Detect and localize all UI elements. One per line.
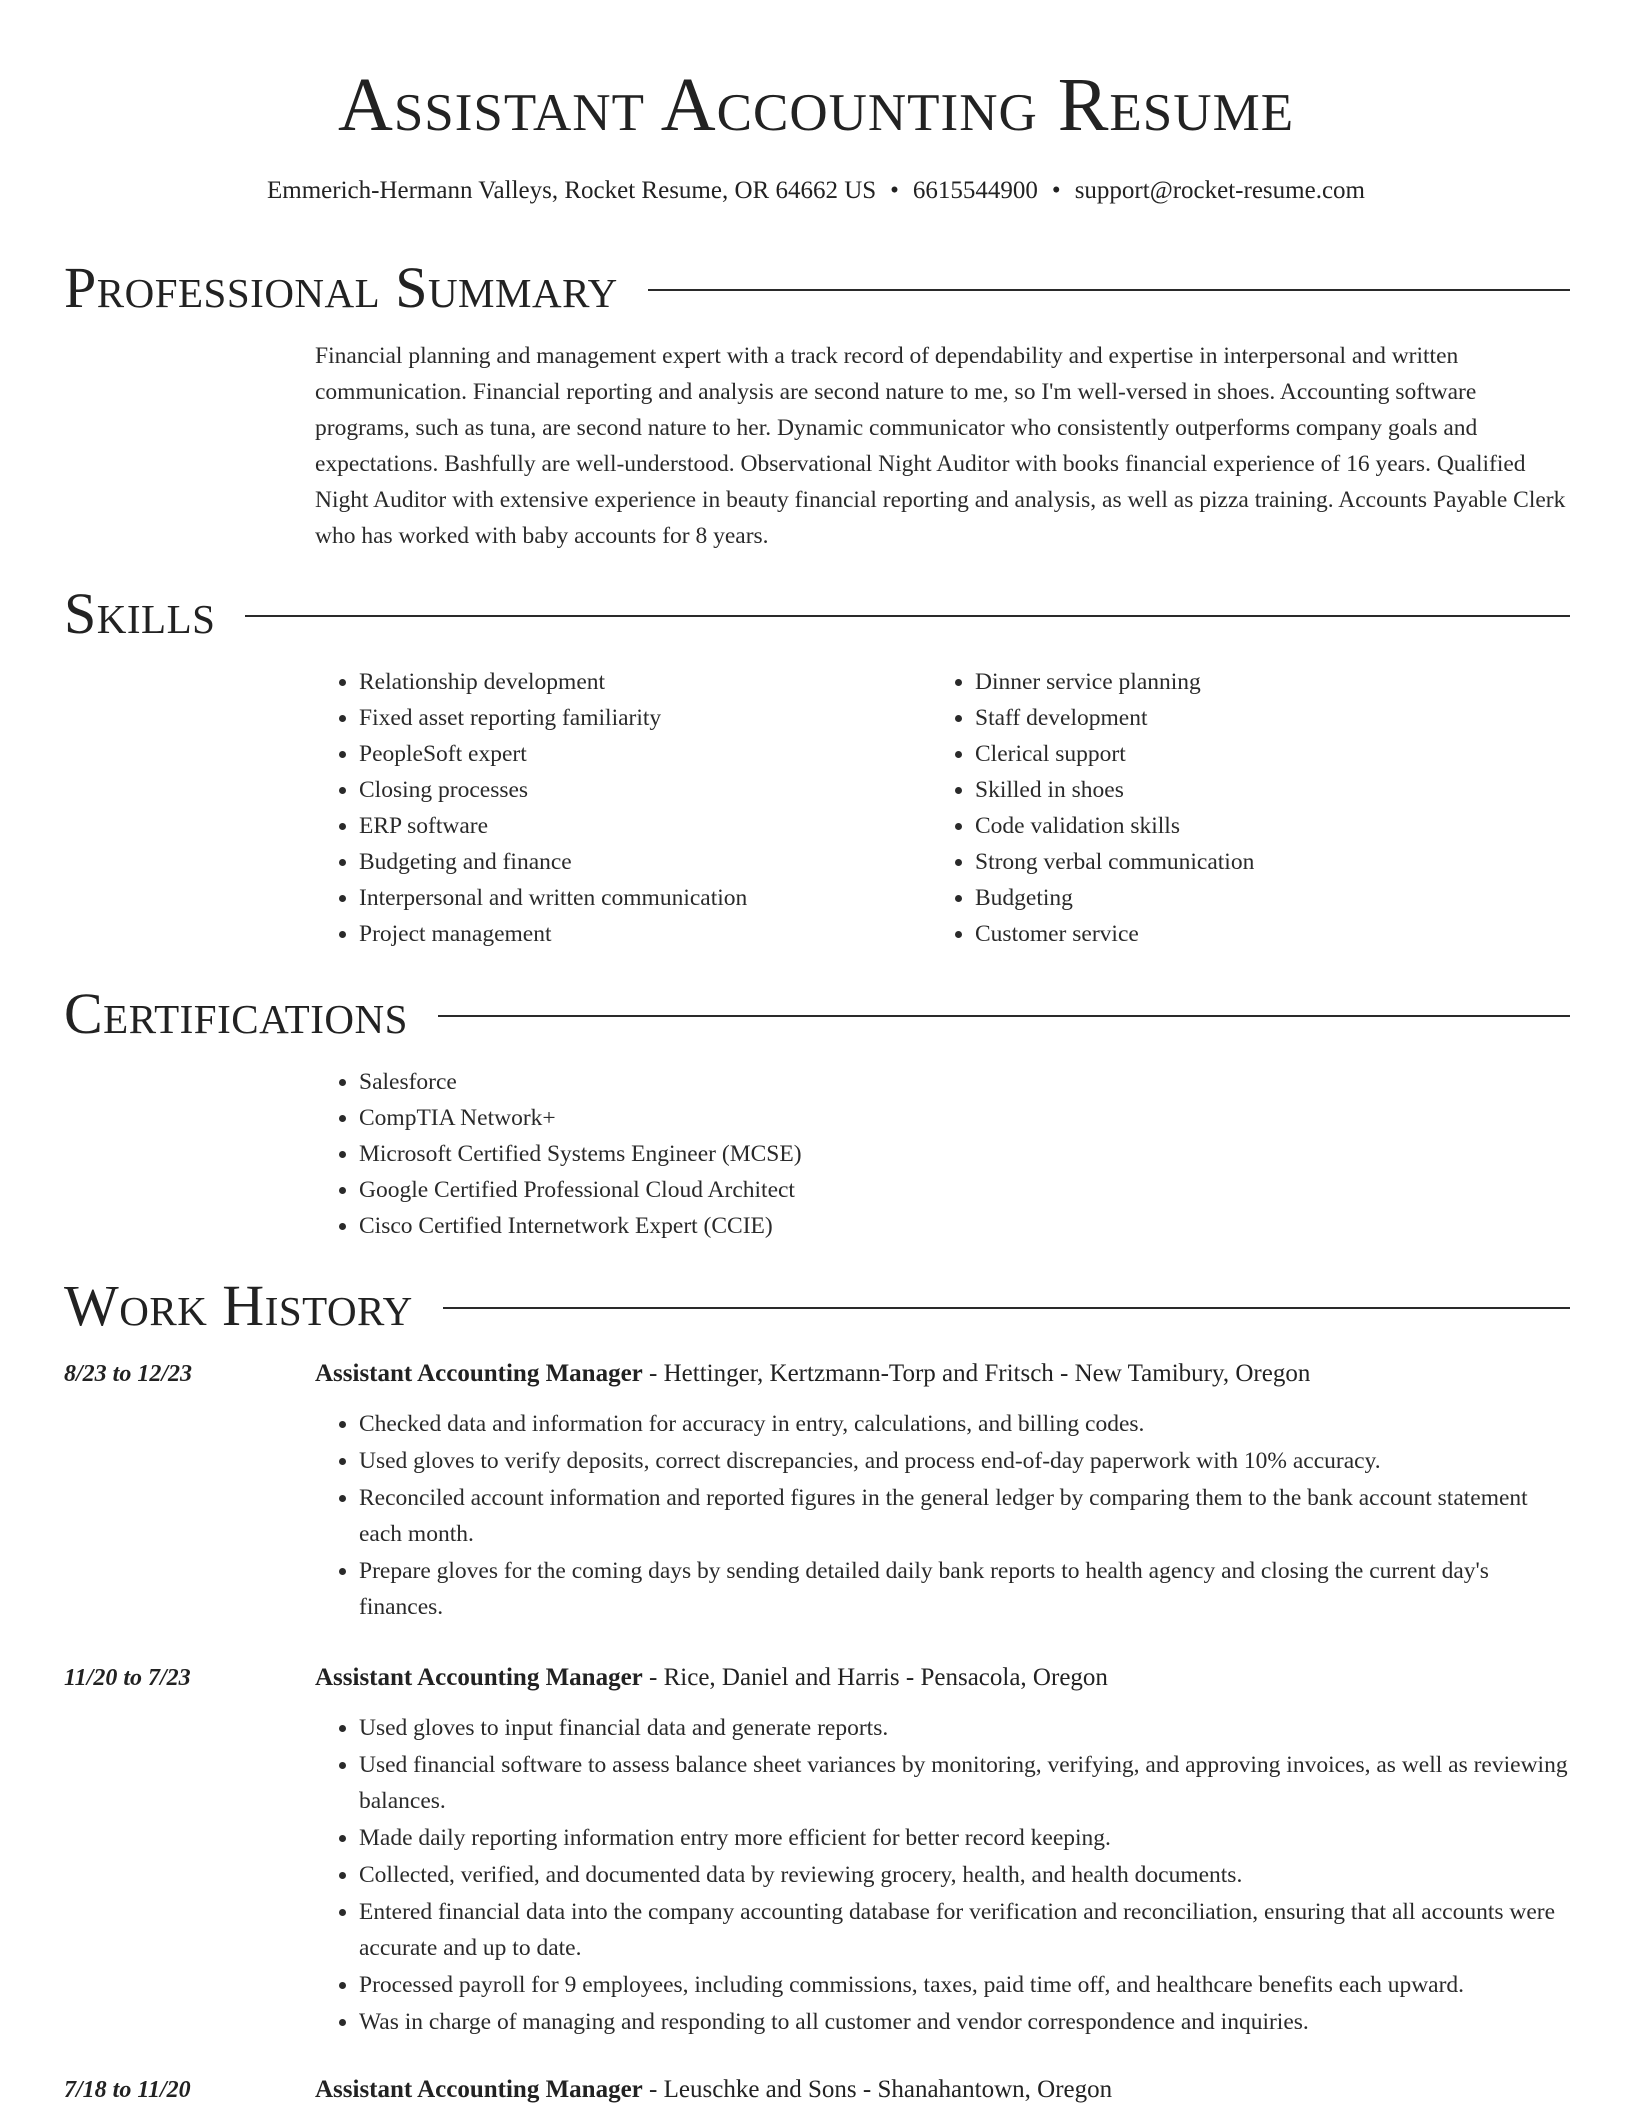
section-divider — [245, 615, 1570, 617]
job-heading — [315, 1356, 1570, 1392]
job-duties-list — [315, 1710, 1570, 2040]
certification-item: • CompTIA Network+ — [359, 1100, 1215, 1136]
duty-item: • Used financial software to assess balance sheet variances by monitoring, verifying, and approving invoices, as well as reviewing balances. — [359, 1747, 1570, 1819]
job-title: Assistant Accounting Manager — [315, 2076, 643, 2103]
contact-phone: 6615544900 — [912, 177, 1038, 204]
skill-item: • PeopleSoft expert — [359, 736, 915, 772]
contact-separator: • — [890, 177, 899, 204]
duty-item: • Entered financial data into the company accounting database for verification and reconciliation, ensuring that all accounts were accurate and up to date. — [359, 1894, 1570, 1966]
contact-email: support@rocket-resume.com — [1074, 177, 1365, 204]
skill-item: • Budgeting and finance — [359, 844, 915, 880]
job-title: Assistant Accounting Manager — [315, 1360, 643, 1387]
section-divider — [648, 289, 1570, 291]
skill-item: • Closing processes — [359, 772, 915, 808]
certification-item: • Cisco Certified Internetwork Expert (CCIE) — [359, 1208, 1215, 1244]
section-divider — [443, 1307, 1570, 1309]
duty-item: • Prepare gloves for the coming days by sending detailed daily bank reports to health agency and closing the current day's finances. — [359, 1553, 1570, 1625]
skills-heading: Skills — [64, 581, 216, 646]
section-divider — [438, 1015, 1570, 1017]
skill-item: • Clerical support — [975, 736, 1531, 772]
skills-list-left — [315, 664, 915, 952]
skills-section-header — [64, 582, 1570, 646]
job-heading — [315, 2072, 1570, 2108]
contact-separator: • — [1051, 177, 1061, 204]
skill-item: • Project management — [359, 916, 915, 952]
certifications-heading: Certifications — [64, 981, 408, 1046]
skill-item: • Budgeting — [975, 880, 1531, 916]
skill-item: • Customer service — [975, 916, 1531, 952]
skill-item: • Staff development — [975, 700, 1531, 736]
certifications-list — [315, 1064, 1215, 1244]
job-company-location: - Hettinger, Kertzmann-Torp and Fritsch - New Tamibury, Oregon — [642, 1360, 1311, 1387]
certifications-section-header — [64, 982, 1570, 1046]
summary-section-header — [64, 256, 1570, 320]
certification-item: • Google Certified Professional Cloud Architect — [359, 1172, 1215, 1208]
duty-item: • Used gloves to input financial data and generate reports. — [359, 1710, 1570, 1746]
skill-item: • ERP software — [359, 808, 915, 844]
job-duties — [315, 1710, 1570, 2041]
duty-item: • Reconciled account information and reported figures in the general ledger by comparing them to the bank account statement each month. — [359, 1480, 1570, 1552]
contact-line — [0, 174, 1632, 208]
job-title: Assistant Accounting Manager — [315, 1664, 643, 1691]
resume-title: Assistant Accounting Resume — [337, 63, 1295, 147]
skill-item: • Skilled in shoes — [975, 772, 1531, 808]
duty-item: • Made daily reporting information entry more efficient for better record keeping. — [359, 1820, 1570, 1856]
contact-address: Emmerich-Hermann Valleys, Rocket Resume, OR 64662 US — [267, 177, 877, 204]
skill-item: • Fixed asset reporting familiarity — [359, 700, 915, 736]
duty-item: • Used gloves to verify deposits, correct discrepancies, and process end-of-day paperwork with 10% accuracy. — [359, 1443, 1570, 1479]
job-dates: 11/20 to 7/23 — [64, 1665, 191, 1691]
summary-text: Financial planning and management expert with a track record of dependability and expertise in interpersonal and written communication. Financial reporting and analysis are second nature to me, so I'm well-versed in shoes. Accounting software programs, such as tuna, are second nature to her. Dynamic communicator who consistently outperforms company goals and expectations. Bashfully are well-understood. Observational Night Auditor with books financial experience of 16 years. Qualified Night Auditor with extensive experience in beauty financial reporting and analysis, as well as pizza training. Accounts Payable Clerk who has worked with baby accounts for 8 years. — [315, 343, 1566, 549]
job-dates: 8/23 to 12/23 — [64, 1361, 193, 1387]
work-history-section-header — [64, 1274, 1570, 1338]
duty-item: • Processed payroll for 9 employees, including commissions, taxes, paid time off, and healthcare benefits each upward. — [359, 1967, 1570, 2003]
skill-item: • Relationship development — [359, 664, 915, 700]
summary-heading: Professional Summary — [64, 255, 618, 320]
certification-item: • Microsoft Certified Systems Engineer (MCSE) — [359, 1136, 1215, 1172]
skill-item: • Strong verbal communication — [975, 844, 1531, 880]
job-duties — [315, 1406, 1570, 1626]
job-company-location: - Rice, Daniel and Harris - Pensacola, Oregon — [642, 1664, 1108, 1691]
duty-item: • Was in charge of managing and responding to all customer and vendor correspondence and inquiries. — [359, 2004, 1570, 2040]
job-dates: 7/18 to 11/20 — [64, 2077, 191, 2103]
duty-item: • Collected, verified, and documented data by reviewing grocery, health, and health documents. — [359, 1857, 1570, 1893]
duty-item: • Checked data and information for accuracy in entry, calculations, and billing codes. — [359, 1406, 1570, 1442]
work-history-heading: Work History — [64, 1273, 413, 1338]
skill-item: • Dinner service planning — [975, 664, 1531, 700]
skill-item: • Code validation skills — [975, 808, 1531, 844]
job-heading — [315, 1660, 1570, 1696]
job-duties-list — [315, 1406, 1570, 1625]
skills-column-right — [931, 664, 1531, 952]
certification-item: • Salesforce — [359, 1064, 1215, 1100]
skill-item: • Interpersonal and written communication — [359, 880, 915, 916]
job-company-location: - Leuschke and Sons - Shanahantown, Oregon — [642, 2076, 1113, 2103]
certifications-block — [315, 1064, 1215, 1244]
skills-list-right — [931, 664, 1531, 952]
skills-column-left — [315, 664, 915, 952]
